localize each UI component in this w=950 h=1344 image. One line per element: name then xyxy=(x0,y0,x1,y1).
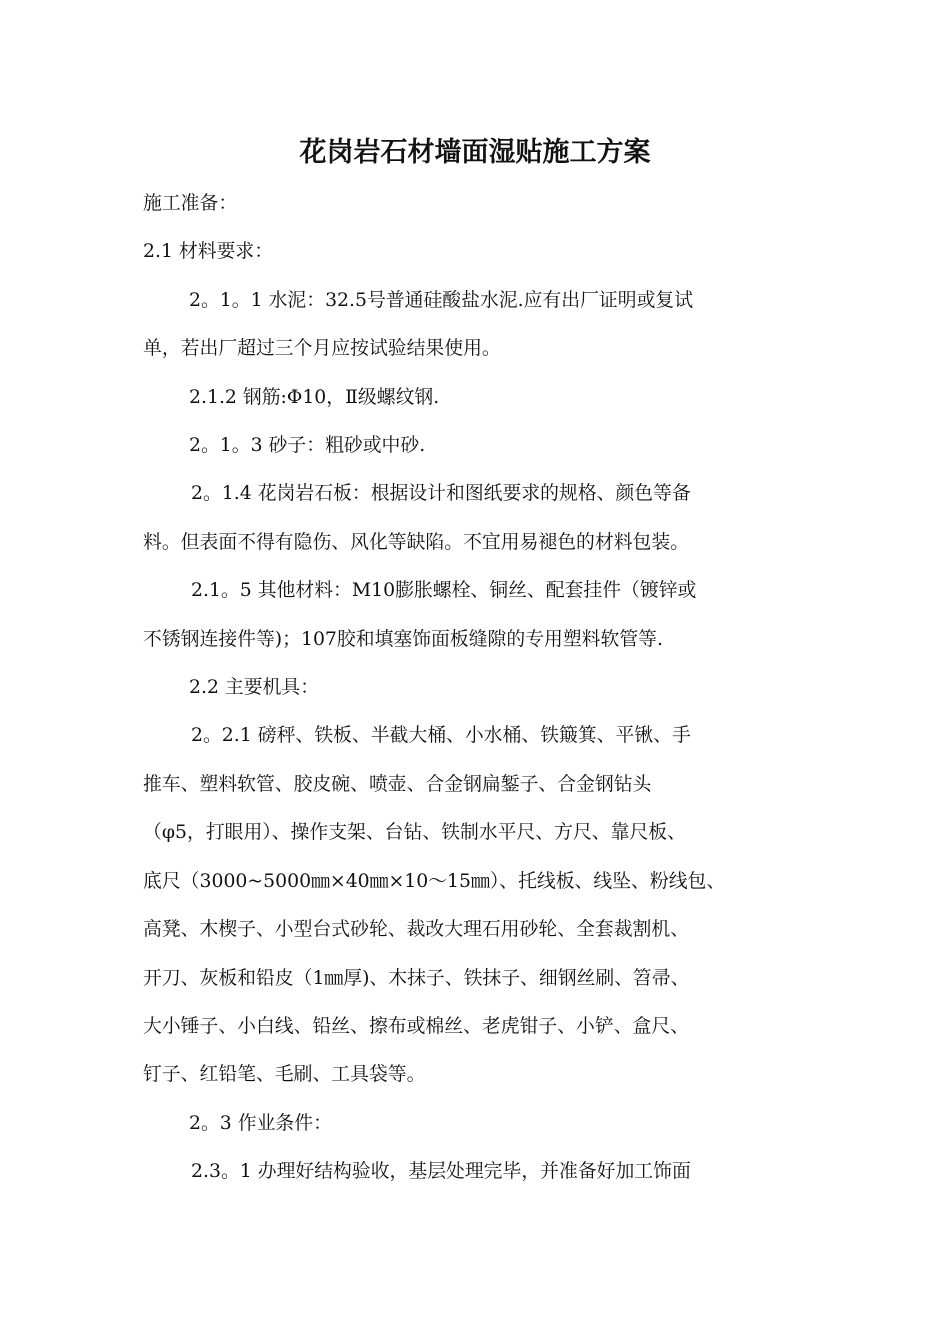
document-title: 花岗岩石材墙面湿贴施工方案 xyxy=(299,137,651,168)
document-body xyxy=(143,180,813,1197)
subsection-heading: 2.2 主要机具： xyxy=(189,677,320,699)
paragraph-line: （φ5，打眼用）、操作支架、台钻、铁制水平尺、方尺、靠尺板、 xyxy=(143,822,686,844)
paragraph-line: 底尺（3000~5000㎜×40㎜×10～15㎜）、托线板、线坠、粉线包、 xyxy=(143,870,726,892)
paragraph-line: 2.3。1 办理好结构验收，基层处理完毕，并准备好加工饰面 xyxy=(191,1161,691,1183)
subsection-heading: 2。3 作业条件： xyxy=(189,1112,332,1134)
paragraph-line: 2。2.1 磅秤、铁板、半截大桶、小水桶、铁簸箕、平锹、手 xyxy=(191,725,691,747)
paragraph-line: 开刀、灰板和铅皮（1㎜厚)、木抹子、铁抹子、细钢丝刷、笤帚、 xyxy=(143,967,690,989)
paragraph-line: 推车、塑料软管、胶皮碗、喷壶、合金钢扁錾子、合金钢钻头 xyxy=(143,773,652,795)
section-heading: 施工准备： xyxy=(143,193,238,214)
paragraph-line: 2。1。3 砂子：粗砂或中砂. xyxy=(189,435,426,457)
paragraph-line: 单，若出厂超过三个月应按试验结果使用。 xyxy=(143,338,501,360)
paragraph-line: 2。1.4 花岗岩石板：根据设计和图纸要求的规格、颜色等备 xyxy=(191,483,691,505)
paragraph-line: 2。1。1 水泥：32.5号普通硅酸盐水泥.应有出厂证明或复试 xyxy=(189,289,694,311)
paragraph-line: 2.1.2 钢筋:Φ10，Ⅱ级螺纹钢. xyxy=(189,386,440,408)
paragraph-line: 钉子、红铅笔、毛刷、工具袋等。 xyxy=(143,1064,426,1086)
paragraph-line: 2.1。5 其他材料：M10膨胀螺栓、铜丝、配套挂件（镀锌或 xyxy=(191,580,697,602)
paragraph-line: 不锈钢连接件等)；107胶和填塞饰面板缝隙的专用塑料软管等. xyxy=(143,628,663,650)
subsection-heading: 2.1 材料要求： xyxy=(143,241,274,263)
paragraph-line: 料。但表面不得有隐伤、风化等缺陷。不宜用易褪色的材料包装。 xyxy=(143,531,690,553)
paragraph-line: 高凳、木楔子、小型台式砂轮、裁改大理石用砂轮、全套裁割机、 xyxy=(143,919,690,941)
paragraph-line: 大小锤子、小白线、铅丝、擦布或棉丝、老虎钳子、小铲、盒尺、 xyxy=(143,1015,690,1037)
